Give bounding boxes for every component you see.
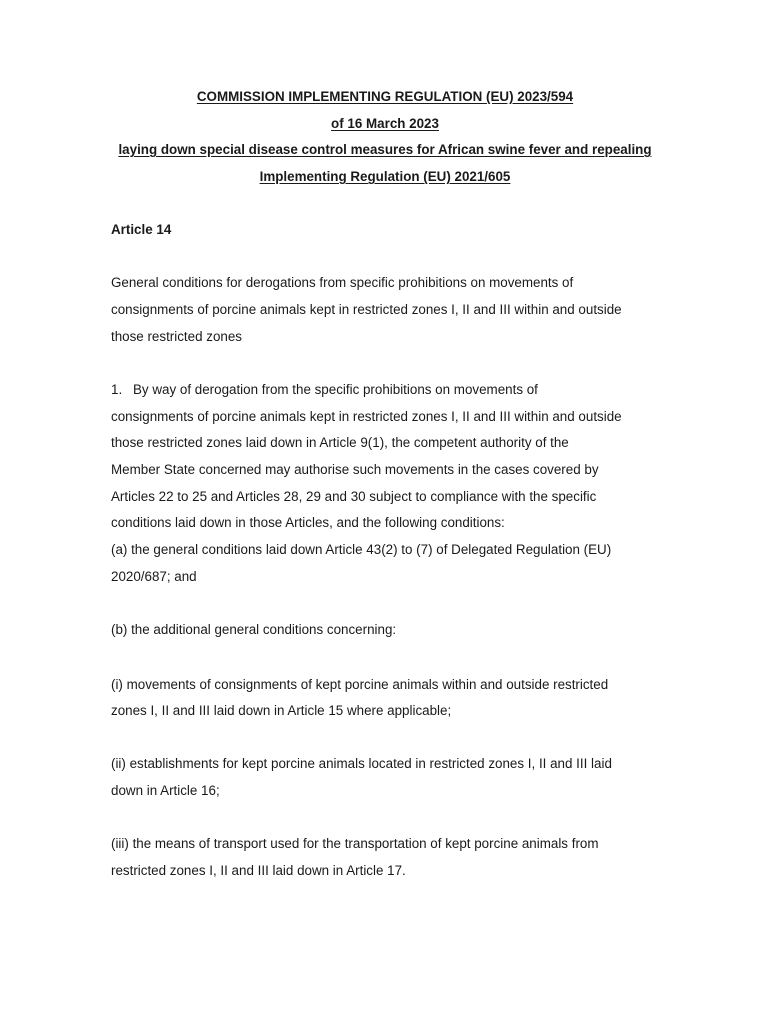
paragraph-1-first-line xyxy=(111,382,538,398)
paragraph-text: By way of derogation from the specific prohibitions on movements of xyxy=(133,382,538,397)
paragraph-1-line: conditions laid down in those Articles, and the following conditions: xyxy=(111,515,505,530)
point-a-line: 2020/687; and xyxy=(111,569,197,584)
point-i-line: (i) movements of consignments of kept porcine animals within and outside restricted xyxy=(111,677,609,692)
point-a-line: (a) the general conditions laid down Article 43(2) to (7) of Delegated Regulation (EU) xyxy=(111,542,612,557)
point-ii-line: (ii) establishments for kept porcine animals located in restricted zones I, II and III laid xyxy=(111,756,612,771)
paragraph-1-line: consignments of porcine animals kept in restricted zones I, II and III within and outside xyxy=(111,409,622,424)
point-iii-line: (iii) the means of transport used for the transportation of kept porcine animals from xyxy=(111,836,599,851)
point-i-line: zones I, II and III laid down in Article 15 where applicable; xyxy=(111,703,452,718)
paragraph-1-line: Member State concerned may authorise such movements in the cases covered by xyxy=(111,462,599,477)
article-heading: Article 14 xyxy=(111,222,172,237)
article-subject-line: those restricted zones xyxy=(111,329,242,344)
point-iii-line: restricted zones I, II and III laid down in Article 17. xyxy=(111,863,406,878)
regulation-subject-line-2: Implementing Regulation (EU) 2021/605 xyxy=(259,169,511,184)
regulation-date: of 16 March 2023 xyxy=(331,116,439,131)
article-subject-line: consignments of porcine animals kept in restricted zones I, II and III within and outside xyxy=(111,302,622,317)
point-b: (b) the additional general conditions concerning: xyxy=(111,622,397,637)
paragraph-1-line: Articles 22 to 25 and Articles 28, 29 and 30 subject to compliance with the specific xyxy=(111,489,597,504)
paragraph-1-line: those restricted zones laid down in Article 9(1), the competent authority of the xyxy=(111,435,569,450)
regulation-title: COMMISSION IMPLEMENTING REGULATION (EU) 2023/594 xyxy=(196,89,574,104)
article-subject-line: General conditions for derogations from specific prohibitions on movements of xyxy=(111,275,574,290)
paragraph-number: 1. xyxy=(111,382,123,397)
point-ii-line: down in Article 16; xyxy=(111,783,220,798)
regulation-subject-line-1: laying down special disease control measures for African swine fever and repealing xyxy=(118,142,652,157)
